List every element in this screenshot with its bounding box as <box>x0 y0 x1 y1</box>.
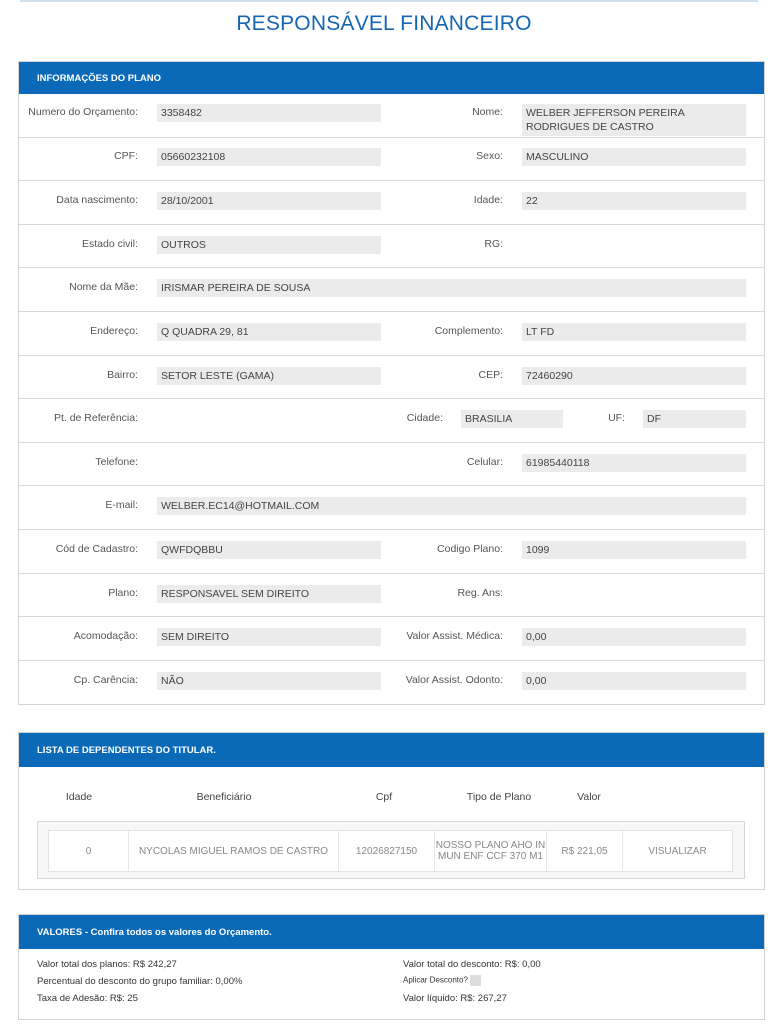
col-idade: Idade <box>65 791 93 803</box>
dependent-tipo-plano <box>435 831 547 871</box>
value-nome: WELBER JEFFERSON PEREIRA RODRIGUES DE CASTRO <box>522 104 746 136</box>
total-planos: Valor total dos planos: R$ 242,27 <box>37 959 177 970</box>
dependent-cpf: 12026827150 <box>339 831 435 871</box>
value-sexo: MASCULINO <box>522 148 746 166</box>
label-plano: Plano: <box>108 586 138 599</box>
value-data-nascimento: 28/10/2001 <box>157 192 381 210</box>
dependents-panel <box>18 732 765 890</box>
value-cidade: BRASILIA <box>461 410 563 428</box>
value-bairro: SETOR LESTE (GAMA) <box>157 367 381 385</box>
label-celular: Celular: <box>466 455 503 468</box>
col-cpf: Cpf <box>375 791 393 803</box>
label-cep: CEP: <box>478 368 503 381</box>
aplicar-desconto-row <box>403 975 481 986</box>
value-reg-ans <box>522 585 746 601</box>
page-title: RESPONSÁVEL FINANCEIRO <box>236 12 532 35</box>
value-acomodacao: SEM DIREITO <box>157 628 381 646</box>
value-codigo-plano: 1099 <box>522 541 746 559</box>
label-cpf: CPF: <box>114 149 138 162</box>
row-nascimento-idade <box>19 181 764 225</box>
col-valor: Valor <box>577 791 601 803</box>
total-desconto: Valor total do desconto: R$: 0,00 <box>403 959 541 970</box>
row-plano-reg-ans <box>19 574 764 618</box>
value-complemento: LT FD <box>522 323 746 341</box>
label-reg-ans: Reg. Ans: <box>457 586 503 599</box>
value-rg <box>522 236 746 252</box>
valores-panel <box>18 914 765 1020</box>
label-acomodacao: Acomodação: <box>73 630 138 643</box>
label-bairro: Bairro: <box>107 368 138 381</box>
value-cpf: 05660232108 <box>157 148 381 166</box>
label-numero-orcamento: Numero do Orçamento: <box>28 106 138 118</box>
col-tipo-plano: Tipo de Plano <box>466 791 532 803</box>
value-email: WELBER.EC14@HOTMAIL.COM <box>157 497 746 515</box>
label-telefone: Telefone: <box>95 455 138 468</box>
taxa-adesao: Taxa de Adesão: R$: 25 <box>37 993 138 1004</box>
aplicar-desconto-label: Aplicar Desconto? <box>403 975 468 985</box>
label-complemento: Complemento: <box>434 324 503 337</box>
row-cadastro-codigo <box>19 530 764 574</box>
label-uf: UF: <box>608 412 625 425</box>
aplicar-desconto-checkbox[interactable] <box>470 975 481 986</box>
label-idade: Idade: <box>473 194 503 207</box>
dependent-tipo-line1: NOSSO PLANO AHO IN <box>435 840 546 851</box>
label-sexo: Sexo: <box>476 149 503 162</box>
dependent-beneficiario: NYCOLAS MIGUEL RAMOS DE CASTRO <box>129 831 339 871</box>
row-orcamento-nome <box>19 94 764 138</box>
row-acomodacao-medica <box>19 617 764 661</box>
valor-liquido: Valor líquido: R$: 267,27 <box>403 993 507 1004</box>
value-cod-cadastro: QWFDQBBU <box>157 541 381 559</box>
label-valor-odonto: Valor Assist. Odonto: <box>405 673 503 686</box>
value-cp-carencia: NÃO <box>157 672 381 690</box>
row-email <box>19 486 764 530</box>
value-celular: 61985440118 <box>522 454 746 472</box>
value-telefone <box>157 454 381 470</box>
row-carencia-odonto <box>19 661 764 705</box>
label-cidade: Cidade: <box>406 412 443 425</box>
label-email: E-mail: <box>105 499 138 512</box>
valores-body <box>19 949 764 1011</box>
dependents-column-headers <box>19 767 764 817</box>
label-estado-civil: Estado civil: <box>81 237 138 250</box>
value-endereco: Q QUADRA 29, 81 <box>157 323 381 341</box>
value-valor-odonto: 0,00 <box>522 672 746 690</box>
value-valor-medica: 0,00 <box>522 628 746 646</box>
label-nome: Nome: <box>472 106 503 118</box>
value-plano: RESPONSAVEL SEM DIREITO <box>157 585 381 603</box>
dependent-idade: 0 <box>49 831 129 871</box>
plan-info-header: INFORMAÇÕES DO PLANO <box>19 62 764 94</box>
top-divider <box>20 0 758 2</box>
row-estado-civil-rg <box>19 225 764 269</box>
label-rg: RG: <box>484 237 503 250</box>
row-bairro-cep <box>19 356 764 400</box>
percentual-desconto: Percentual do desconto do grupo familiar: 0,00% <box>37 976 243 987</box>
row-cpf-sexo <box>19 138 764 182</box>
value-idade: 22 <box>522 192 746 210</box>
label-codigo-plano: Codigo Plano: <box>437 542 503 555</box>
label-valor-medica: Valor Assist. Médica: <box>406 630 503 643</box>
value-estado-civil: OUTROS <box>157 236 381 254</box>
row-telefone-celular <box>19 443 764 487</box>
valores-header: VALORES - Confira todos os valores do Orçamento. <box>19 915 764 949</box>
dependents-header: LISTA DE DEPENDENTES DO TITULAR. <box>19 733 764 767</box>
visualizar-button[interactable]: VISUALIZAR <box>648 845 707 857</box>
row-nome-mae <box>19 268 764 312</box>
table-row <box>48 830 733 872</box>
dependent-card <box>37 821 745 879</box>
plan-info-panel <box>18 61 765 705</box>
value-referencia <box>157 410 381 426</box>
dependent-tipo-line2: MUN ENF CCF 370 M1 <box>437 851 543 862</box>
label-cp-carencia: Cp. Carência: <box>73 673 138 686</box>
label-data-nascimento: Data nascimento: <box>56 194 138 207</box>
row-endereco-complemento <box>19 312 764 356</box>
value-uf: DF <box>643 410 746 428</box>
row-referencia-cidade-uf <box>19 399 764 443</box>
col-beneficiario: Beneficiário <box>196 791 252 803</box>
value-nome-mae: IRISMAR PEREIRA DE SOUSA <box>157 279 746 297</box>
label-nome-mae: Nome da Mãe: <box>69 281 138 294</box>
value-cep: 72460290 <box>522 367 746 385</box>
label-cod-cadastro: Cód de Cadastro: <box>55 542 138 555</box>
label-referencia: Pt. de Referência: <box>53 412 138 425</box>
label-endereco: Endereço: <box>90 324 138 337</box>
value-numero-orcamento: 3358482 <box>157 104 381 122</box>
dependent-valor: R$ 221,05 <box>547 831 623 871</box>
